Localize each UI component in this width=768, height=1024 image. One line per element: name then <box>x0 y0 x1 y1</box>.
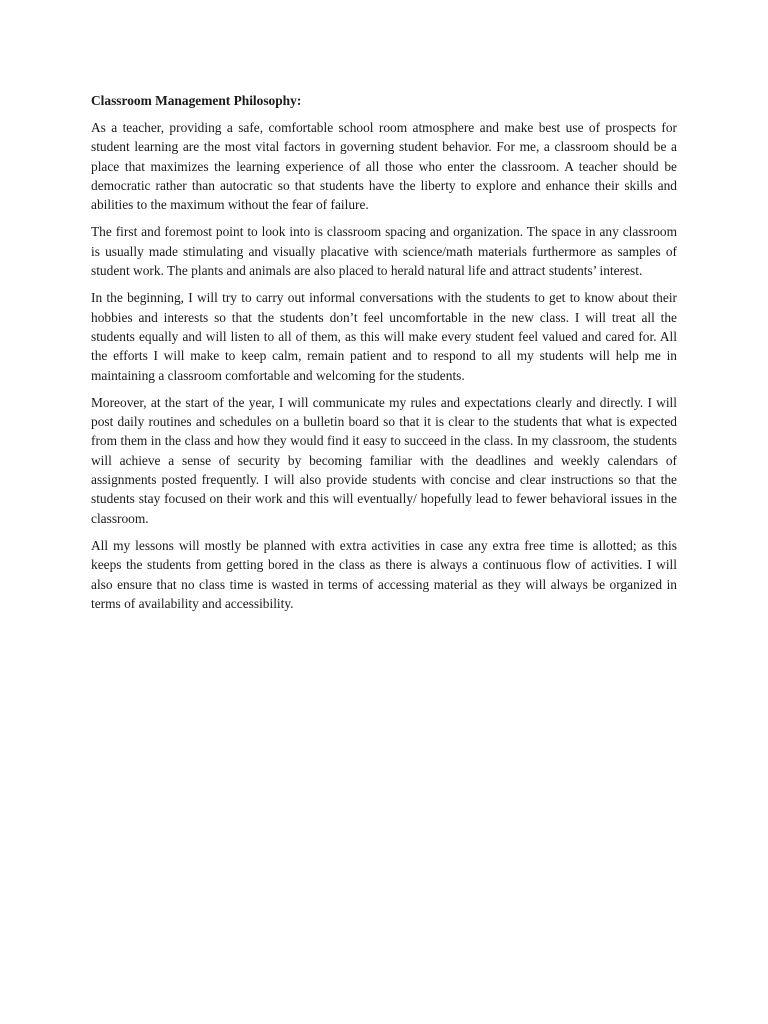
document-title: Classroom Management Philosophy: <box>91 93 302 108</box>
paragraph-2: The first and foremost point to look into is classroom spacing and organization. The space in any classroom is usually made stimulating and visually placative with science/math materials furthermore as samples of student work. The plants and animals are also placed to herald natural life and attract students’ interest. <box>91 224 677 279</box>
document-page <box>91 92 677 621</box>
paragraph-1: As a teacher, providing a safe, comfortable school room atmosphere and make best use of prospects for student learning are the most vital factors in governing student behavior. For me, a classroom should be a place that maximizes the learning experience of all those who enter the classroom. A teacher should be democratic rather than autocratic so that students have the liberty to explore and enhance their skills and abilities to the maximum without the fear of failure. <box>91 120 677 213</box>
paragraph-5: All my lessons will mostly be planned with extra activities in case any extra free time is allotted; as this keeps the students from getting bored in the class as there is always a continuous flow of activities. I will also ensure that no class time is wasted in terms of accessing material as they will always be organized in terms of availability and accessibility. <box>91 537 677 611</box>
paragraph-4: Moreover, at the start of the year, I will communicate my rules and expectations clearly and directly. I will post daily routines and schedules on a bulletin board so that it is clear to the students that what is expected from them in the class and how they would find it easy to succeed in the class. In my classroom, the students will achieve a sense of security by becoming familiar with the deadlines and weekly calendars of assignments posted frequently. I will also provide students with concise and clear instructions so that the students stay focused on their work and this will eventually/ hopefully lead to fewer behavioral issues in the classroom. <box>91 394 677 526</box>
paragraph-3: In the beginning, I will try to carry out informal conversations with the students to get to know about their hobbies and interests so that the students don’t feel uncomfortable in the new class. I will treat all the students equally and will listen to all of them, as this will make every student feel valued and cared for. All the efforts I will make to keep calm, remain patient and to respond to all my students will help me in maintaining a classroom comfortable and welcoming for the students. <box>91 290 677 383</box>
